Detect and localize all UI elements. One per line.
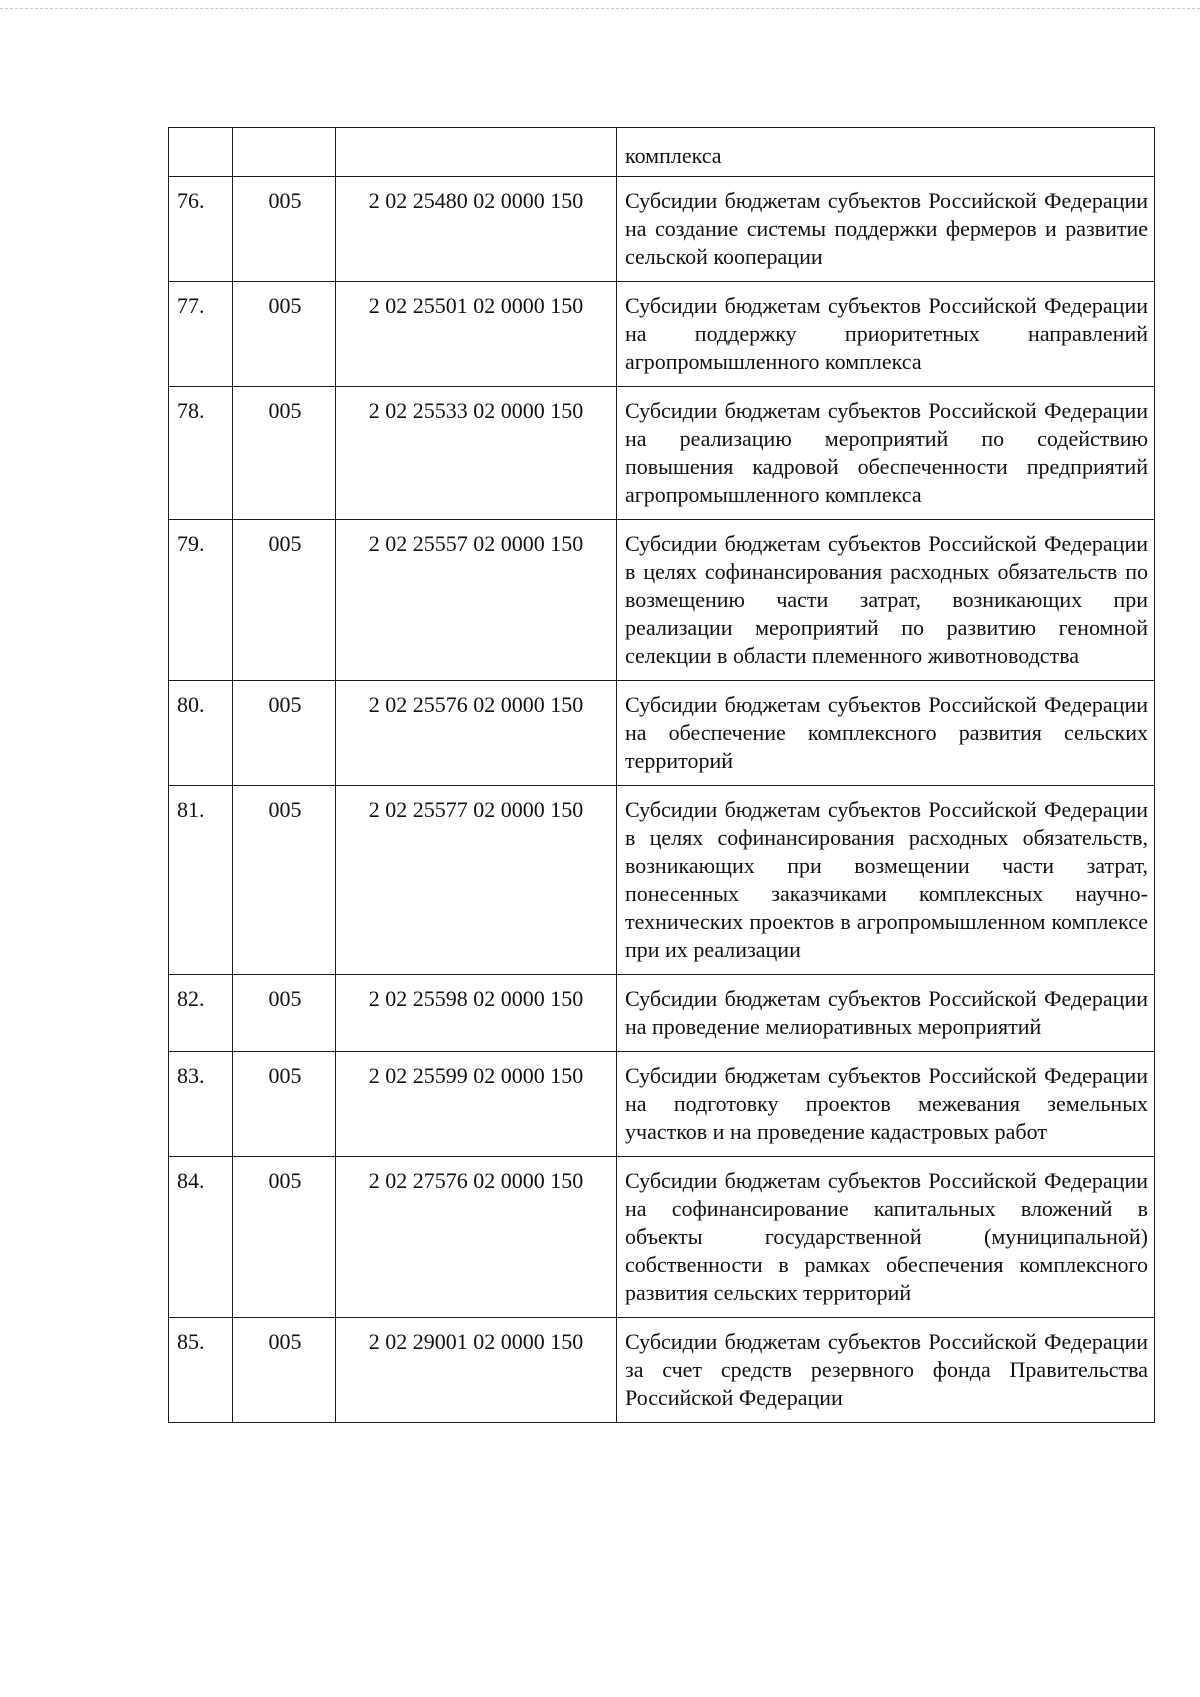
row-number-cell: 82. xyxy=(169,975,233,1052)
revenue-name-cell: Субсидии бюджетам субъектов Российской Федерации на реализацию мероприятий по содействию повышения кадровой обеспеченности предприятий агропромышленного комплекса xyxy=(617,387,1155,520)
admin-code-cell: 005 xyxy=(233,1318,336,1423)
revenue-name-cell: Субсидии бюджетам субъектов Российской Федерации на подготовку проектов межевания земельных участков и на проведение кадастровых работ xyxy=(617,1052,1155,1157)
table-row xyxy=(169,975,1155,1052)
revenue-name-cell: Субсидии бюджетам субъектов Российской Федерации на проведение мелиоративных мероприятий xyxy=(617,975,1155,1052)
admin-code-cell: 005 xyxy=(233,786,336,975)
table-row xyxy=(169,786,1155,975)
budget-code-cell: 2 02 25501 02 0000 150 xyxy=(336,282,617,387)
row-number-cell: 77. xyxy=(169,282,233,387)
admin-code-cell: 005 xyxy=(233,1052,336,1157)
table-row xyxy=(169,282,1155,387)
admin-code-cell: 005 xyxy=(233,387,336,520)
budget-code-cell: 2 02 29001 02 0000 150 xyxy=(336,1318,617,1423)
table-body xyxy=(169,128,1155,1423)
table-row xyxy=(169,1318,1155,1423)
revenue-name-cell: Субсидии бюджетам субъектов Российской Федерации на обеспечение комплексного развития сельских территорий xyxy=(617,681,1155,786)
budget-code-cell: 2 02 25557 02 0000 150 xyxy=(336,520,617,681)
table-row xyxy=(169,387,1155,520)
admin-code-cell: 005 xyxy=(233,282,336,387)
table-row xyxy=(169,681,1155,786)
table-row xyxy=(169,520,1155,681)
row-number-cell: 76. xyxy=(169,177,233,282)
budget-code-cell: 2 02 27576 02 0000 150 xyxy=(336,1157,617,1318)
revenue-name-cell: комплекса xyxy=(617,128,1155,177)
scan-edge-line xyxy=(0,8,1200,9)
admin-code-cell: 005 xyxy=(233,177,336,282)
budget-code-cell xyxy=(336,128,617,177)
budget-code-cell: 2 02 25577 02 0000 150 xyxy=(336,786,617,975)
table-row xyxy=(169,177,1155,282)
budget-code-cell: 2 02 25599 02 0000 150 xyxy=(336,1052,617,1157)
budget-code-cell: 2 02 25576 02 0000 150 xyxy=(336,681,617,786)
row-number-cell: 81. xyxy=(169,786,233,975)
budget-code-cell: 2 02 25480 02 0000 150 xyxy=(336,177,617,282)
revenue-name-cell: Субсидии бюджетам субъектов Российской Федерации на создание системы поддержки фермеров и развитие сельской кооперации xyxy=(617,177,1155,282)
budget-code-cell: 2 02 25598 02 0000 150 xyxy=(336,975,617,1052)
table-row xyxy=(169,1052,1155,1157)
revenue-name-cell: Субсидии бюджетам субъектов Российской Федерации на поддержку приоритетных направлений агропромышленного комплекса xyxy=(617,282,1155,387)
admin-code-cell: 005 xyxy=(233,1157,336,1318)
budget-code-cell: 2 02 25533 02 0000 150 xyxy=(336,387,617,520)
revenue-codes-table xyxy=(168,127,1155,1423)
row-number-cell: 83. xyxy=(169,1052,233,1157)
admin-code-cell xyxy=(233,128,336,177)
row-number-cell: 80. xyxy=(169,681,233,786)
row-number-cell: 85. xyxy=(169,1318,233,1423)
admin-code-cell: 005 xyxy=(233,520,336,681)
admin-code-cell: 005 xyxy=(233,681,336,786)
table-row xyxy=(169,1157,1155,1318)
row-number-cell: 79. xyxy=(169,520,233,681)
row-number-cell: 78. xyxy=(169,387,233,520)
table-row xyxy=(169,128,1155,177)
row-number-cell xyxy=(169,128,233,177)
revenue-name-cell: Субсидии бюджетам субъектов Российской Федерации за счет средств резервного фонда Правительства Российской Федерации xyxy=(617,1318,1155,1423)
row-number-cell: 84. xyxy=(169,1157,233,1318)
revenue-name-cell: Субсидии бюджетам субъектов Российской Федерации в целях софинансирования расходных обязательств, возникающих при возмещении части затрат, понесенных заказчиками комплексных научно-технических проектов в агропромышленном комплексе при их реализации xyxy=(617,786,1155,975)
revenue-name-cell: Субсидии бюджетам субъектов Российской Федерации на софинансирование капитальных вложений в объекты государственной (муниципальной) собственности в рамках обеспечения комплексного развития сельских территорий xyxy=(617,1157,1155,1318)
revenue-name-cell: Субсидии бюджетам субъектов Российской Федерации в целях софинансирования расходных обязательств по возмещению части затрат, возникающих при реализации мероприятий по развитию геномной селекции в области племенного животноводства xyxy=(617,520,1155,681)
admin-code-cell: 005 xyxy=(233,975,336,1052)
